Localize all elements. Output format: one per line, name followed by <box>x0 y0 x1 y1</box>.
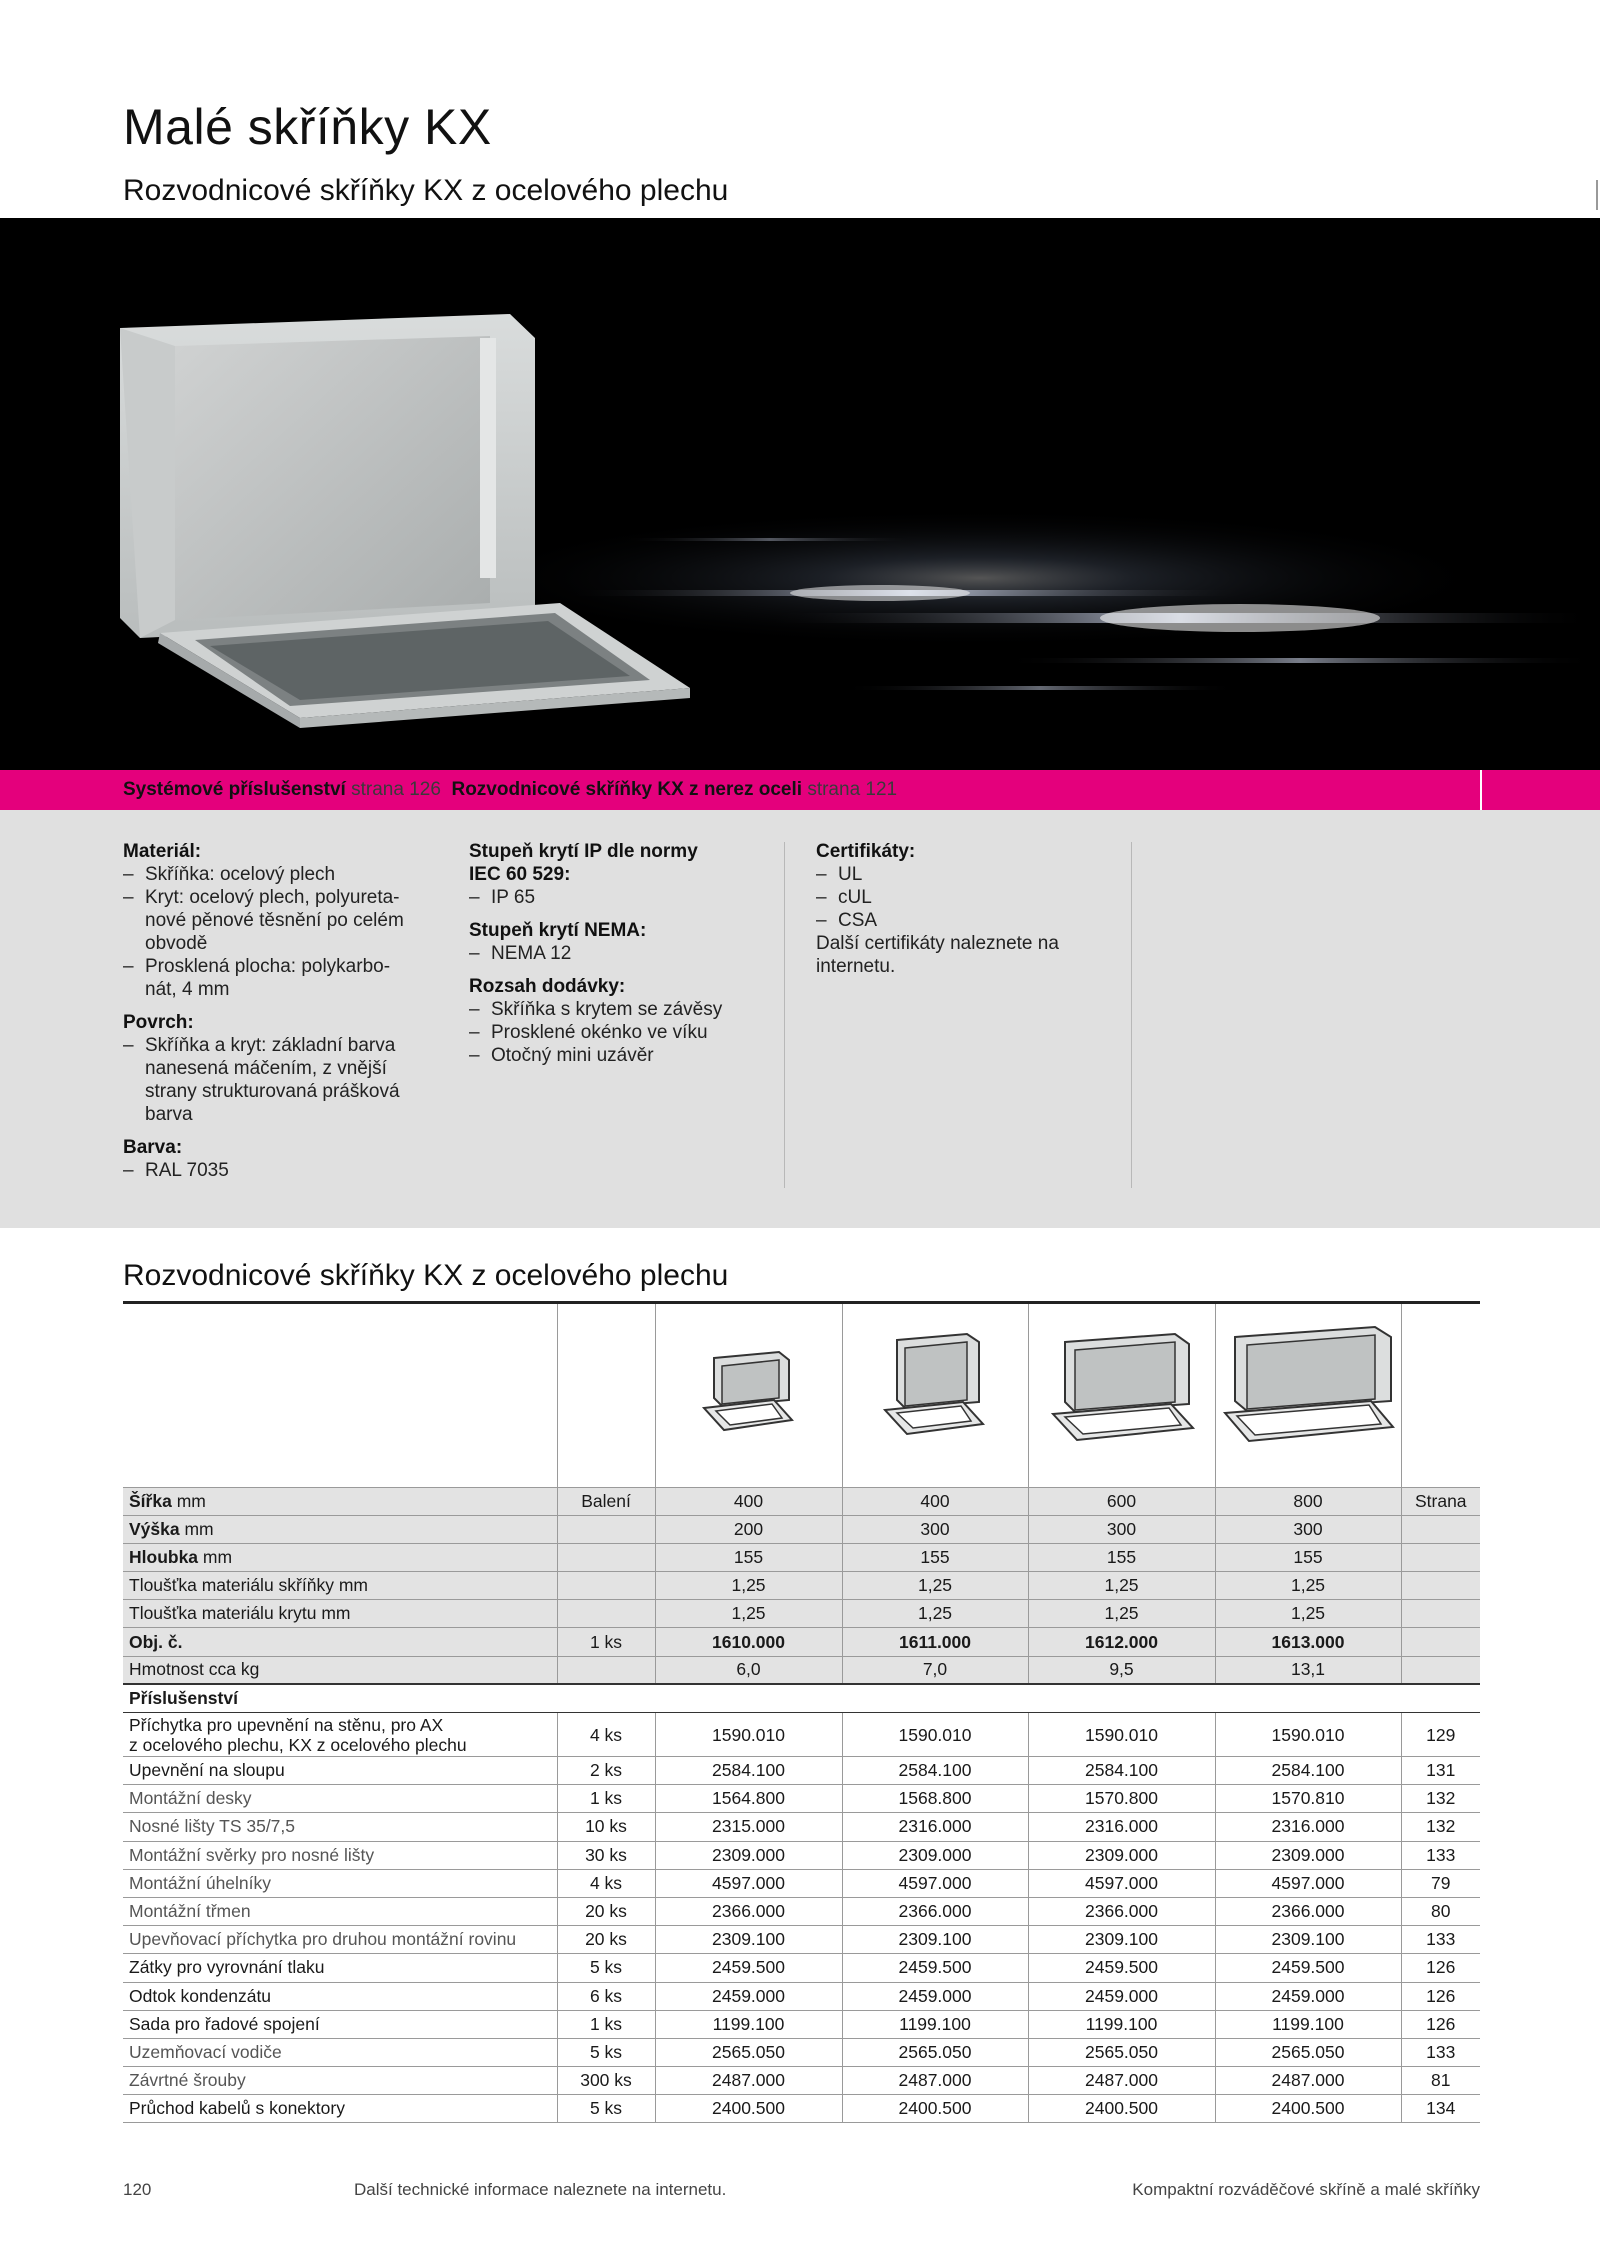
accessory-pack: 5 ks <box>557 2095 655 2123</box>
page-header: Strana <box>1401 1487 1480 1515</box>
height-value: 300 <box>842 1515 1028 1543</box>
material-item-cont: obvodě <box>145 933 208 954</box>
supply-item: – Prosklené okénko ve víku <box>469 1021 769 1044</box>
accessory-order-number: 2459.500 <box>1028 1954 1215 1982</box>
accessory-name <box>123 1954 557 1982</box>
accessory-pack: 30 ks <box>557 1841 655 1869</box>
depth-value: 155 <box>842 1543 1028 1571</box>
accessory-page: 81 <box>1401 2067 1480 2095</box>
accessory-order-number: 2366.000 <box>655 1897 842 1925</box>
accessory-name-line: Upevnění na sloupu <box>129 1760 285 1781</box>
accessory-order-number: 2366.000 <box>1028 1897 1215 1925</box>
accessory-order-number: 2366.000 <box>1215 1897 1401 1925</box>
accessories-rows <box>123 1713 1480 2123</box>
accessory-order-number: 2459.000 <box>1028 1982 1215 2010</box>
footer-note: Další technické informace naleznete na internetu. <box>354 2180 727 2199</box>
ip-heading-norm: IEC 60 529: <box>469 864 571 885</box>
accessory-order-number: 2487.000 <box>1215 2067 1401 2095</box>
width-value: 400 <box>842 1487 1028 1515</box>
accessory-order-number: 2309.000 <box>842 1841 1028 1869</box>
table-row-width <box>123 1487 1480 1515</box>
accessory-order-number: 2459.000 <box>655 1982 842 2010</box>
depth-label: Hloubka <box>129 1546 199 1567</box>
order-pack: 1 ks <box>557 1628 655 1656</box>
width-value: 400 <box>655 1487 842 1515</box>
product-image-1613 <box>1215 1304 1401 1487</box>
body-thickness-value: 1,25 <box>655 1572 842 1600</box>
accessory-row <box>123 1841 1480 1869</box>
accessory-name-line: Sada pro řadové spojení <box>129 2013 320 2034</box>
accessory-order-number: 1564.800 <box>655 1785 842 1813</box>
accessory-row <box>123 1785 1480 1813</box>
spec-panel <box>0 810 1600 1228</box>
hero-product-image <box>0 218 1600 770</box>
accessory-name <box>123 1869 557 1897</box>
accessory-order-number: 2400.500 <box>842 2095 1028 2123</box>
color-value: – RAL 7035 <box>123 1159 443 1182</box>
accessory-order-number: 2309.000 <box>1215 1841 1401 1869</box>
supply-item: – Skříňka s krytem se závěsy <box>469 998 769 1021</box>
accessory-row <box>123 1757 1480 1785</box>
accessory-order-number: 2487.000 <box>655 2067 842 2095</box>
accessory-row <box>123 2067 1480 2095</box>
accessory-name <box>123 2010 557 2038</box>
weight-value: 7,0 <box>842 1656 1028 1684</box>
accessory-row <box>123 1897 1480 1925</box>
height-value: 300 <box>1028 1515 1215 1543</box>
surface-item: – Skříňka a kryt: základní barva <box>123 1034 443 1057</box>
accessory-order-number: 2584.100 <box>842 1757 1028 1785</box>
table-row-depth <box>123 1543 1480 1571</box>
accessory-name <box>123 1926 557 1954</box>
cert-item: – CSA <box>816 909 1116 932</box>
accessory-page: 134 <box>1401 2095 1480 2123</box>
material-item: – Kryt: ocelový plech, polyureta- <box>123 886 443 909</box>
accessory-page: 129 <box>1401 1713 1480 1757</box>
accessory-order-number: 1199.100 <box>655 2010 842 2038</box>
accessory-page: 132 <box>1401 1813 1480 1841</box>
weight-value: 6,0 <box>655 1656 842 1684</box>
accessory-pack: 4 ks <box>557 1713 655 1757</box>
accessory-order-number: 2487.000 <box>842 2067 1028 2095</box>
accessory-order-number: 2565.050 <box>1215 2038 1401 2066</box>
color-heading: Barva: <box>123 1137 183 1158</box>
accessory-order-number: 2366.000 <box>842 1897 1028 1925</box>
supply-item: – Otočný mini uzávěr <box>469 1044 769 1067</box>
body-thickness-value: 1,25 <box>1215 1572 1401 1600</box>
accessory-name <box>123 1982 557 2010</box>
system-accessories-page: strana 126 <box>351 779 441 800</box>
accessory-page: 133 <box>1401 2038 1480 2066</box>
nema-value: – NEMA 12 <box>469 942 769 965</box>
accessory-pack: 10 ks <box>557 1813 655 1841</box>
accessory-order-number: 1570.810 <box>1215 1785 1401 1813</box>
weight-label: Hmotnost cca <box>129 1659 236 1680</box>
product-table <box>123 1301 1480 2123</box>
accessory-name <box>123 1785 557 1813</box>
accessory-name <box>123 2095 557 2123</box>
accessory-page: 126 <box>1401 1954 1480 1982</box>
accessory-name-line: Uzemňovací vodiče <box>129 2041 282 2062</box>
accessory-order-number: 2316.000 <box>1215 1813 1401 1841</box>
accessory-page: 80 <box>1401 1897 1480 1925</box>
ip-heading: Stupeň krytí IP dle normy <box>469 841 698 862</box>
accessory-order-number: 4597.000 <box>655 1869 842 1897</box>
cert-item: – cUL <box>816 886 1116 909</box>
accessory-name-line: Nosné lišty TS 35/7,5 <box>129 1816 296 1837</box>
accessory-name-line: Závrtné šrouby <box>129 2070 246 2091</box>
accessory-order-number: 1199.100 <box>842 2010 1028 2038</box>
accessory-order-number: 2565.050 <box>842 2038 1028 2066</box>
accessory-order-number: 2584.100 <box>655 1757 842 1785</box>
accessory-order-number: 1590.010 <box>842 1713 1028 1757</box>
accessory-page: 133 <box>1401 1926 1480 1954</box>
order-number: 1611.000 <box>898 1631 972 1652</box>
accessory-name-line: Montážní třmen <box>129 1901 251 1922</box>
accessory-row <box>123 1813 1480 1841</box>
unit-label: mm <box>202 1546 233 1567</box>
accessory-name-line: Upevňovací příchytka pro druhou montážní rovinu <box>129 1929 517 1950</box>
accessory-order-number: 1568.800 <box>842 1785 1028 1813</box>
accessory-order-number: 2400.500 <box>655 2095 842 2123</box>
accessory-order-number: 2309.000 <box>1028 1841 1215 1869</box>
ip-value: – IP 65 <box>469 886 769 909</box>
accessory-order-number: 2584.100 <box>1215 1757 1401 1785</box>
accessory-name-line: Montážní úhelníky <box>129 1872 272 1893</box>
system-accessories-link[interactable]: Systémové příslušenství <box>123 779 346 800</box>
accessory-pack: 5 ks <box>557 1954 655 1982</box>
accessory-order-number: 1590.010 <box>1215 1713 1401 1757</box>
depth-value: 155 <box>1215 1543 1401 1571</box>
nema-heading: Stupeň krytí NEMA: <box>469 920 647 941</box>
accessory-name-line: Zátky pro vyrovnání tlaku <box>129 1957 325 1978</box>
accessory-name <box>123 1713 557 1757</box>
product-images-row <box>123 1304 1480 1487</box>
accessory-order-number: 1590.010 <box>1028 1713 1215 1757</box>
accessory-order-number: 2459.500 <box>1215 1954 1401 1982</box>
spec-column-protection <box>469 840 769 1067</box>
product-image-1611 <box>842 1304 1028 1487</box>
cert-heading: Certifikáty: <box>816 841 916 862</box>
material-item-cont: nové pěnové těsnění po celém <box>145 910 404 931</box>
pack-header: Balení <box>557 1487 655 1515</box>
lid-thickness-value: 1,25 <box>1028 1600 1215 1628</box>
accessory-page: 131 <box>1401 1757 1480 1785</box>
table-section-title: Rozvodnicové skříňky KX z ocelového plechu <box>123 1259 729 1292</box>
page-number: 120 <box>123 2180 152 2199</box>
height-label: Výška <box>129 1518 180 1539</box>
accessory-order-number: 2309.100 <box>842 1926 1028 1954</box>
accessory-order-number: 1570.800 <box>1028 1785 1215 1813</box>
lid-thickness-value: 1,25 <box>842 1600 1028 1628</box>
accessory-name <box>123 2067 557 2095</box>
surface-item-cont: nanesená máčením, z vnější <box>145 1058 387 1079</box>
surface-item-cont: barva <box>145 1104 193 1125</box>
accessory-name-line: Příchytka pro upevnění na stěnu, pro AX <box>129 1714 444 1735</box>
supply-heading: Rozsah dodávky: <box>469 976 626 997</box>
accessory-row <box>123 1954 1480 1982</box>
lid-thickness-value: 1,25 <box>655 1600 842 1628</box>
table-row-height <box>123 1515 1480 1543</box>
accessory-name <box>123 1897 557 1925</box>
table-row-order-number <box>123 1628 1480 1656</box>
body-thickness-value: 1,25 <box>842 1572 1028 1600</box>
accessory-order-number: 2459.000 <box>842 1982 1028 2010</box>
accessory-row <box>123 1982 1480 2010</box>
accessory-pack: 2 ks <box>557 1757 655 1785</box>
accessory-pack: 300 ks <box>557 2067 655 2095</box>
depth-value: 155 <box>1028 1543 1215 1571</box>
body-thickness-label: Tloušťka materiálu skříňky mm <box>123 1572 557 1600</box>
material-item: – Skříňka: ocelový plech <box>123 863 443 886</box>
order-number: 1612.000 <box>1085 1631 1158 1652</box>
height-value: 300 <box>1215 1515 1401 1543</box>
accessory-name-line: Průchod kabelů s konektory <box>129 2098 345 2119</box>
accessory-row <box>123 1869 1480 1897</box>
column-divider <box>1131 842 1132 1188</box>
accessory-page: 79 <box>1401 1869 1480 1897</box>
accessory-order-number: 1199.100 <box>1215 2010 1401 2038</box>
accessory-order-number: 2309.100 <box>1028 1926 1215 1954</box>
accessory-order-number: 2565.050 <box>655 2038 842 2066</box>
depth-value: 155 <box>655 1543 842 1571</box>
stainless-enclosures-page: strana 121 <box>807 779 898 800</box>
accessory-name-line: z ocelového plechu, KX z ocelového plechu <box>129 1734 467 1755</box>
accessory-pack: 5 ks <box>557 2038 655 2066</box>
material-heading: Materiál: <box>123 841 202 862</box>
accessory-order-number: 2459.000 <box>1215 1982 1401 2010</box>
accessory-page: 126 <box>1401 1982 1480 2010</box>
accessory-order-number: 2400.500 <box>1215 2095 1401 2123</box>
accessory-name <box>123 2038 557 2066</box>
footer-section: Kompaktní rozváděčové skříně a malé skříňky <box>1132 2180 1480 2199</box>
cert-item: – UL <box>816 863 1116 886</box>
width-label: Šířka <box>129 1490 172 1511</box>
accessory-order-number: 2584.100 <box>1028 1757 1215 1785</box>
accessory-name <box>123 1841 557 1869</box>
table-row-body-thickness <box>123 1572 1480 1600</box>
weight-value: 13,1 <box>1215 1656 1401 1684</box>
accessory-pack: 1 ks <box>557 2010 655 2038</box>
accessory-order-number: 2315.000 <box>655 1813 842 1841</box>
accessory-name-line: Odtok kondenzátu <box>129 1985 272 2006</box>
accessory-row <box>123 2038 1480 2066</box>
body-thickness-value: 1,25 <box>1028 1572 1215 1600</box>
accessory-row <box>123 1926 1480 1954</box>
spec-column-certificates <box>816 840 1116 978</box>
accessory-order-number: 2487.000 <box>1028 2067 1215 2095</box>
accessory-order-number: 1199.100 <box>1028 2010 1215 2038</box>
accessory-order-number: 2309.000 <box>655 1841 842 1869</box>
accessory-row <box>123 2010 1480 2038</box>
accessory-order-number: 2565.050 <box>1028 2038 1215 2066</box>
spec-column-material <box>123 840 443 1182</box>
stainless-enclosures-link[interactable]: Rozvodnicové skříňky KX z nerez oceli <box>451 779 803 800</box>
accessory-pack: 6 ks <box>557 1982 655 2010</box>
accessories-heading: Příslušenství <box>129 1688 238 1709</box>
accessory-name <box>123 1757 557 1785</box>
accessory-order-number: 4597.000 <box>1028 1869 1215 1897</box>
order-number-label: Obj. č. <box>129 1631 183 1652</box>
material-item: – Prosklená plocha: polykarbo- <box>123 955 443 978</box>
lid-thickness-label: Tloušťka materiálu krytu mm <box>123 1600 557 1628</box>
accessory-row <box>123 1713 1480 1757</box>
order-number: 1613.000 <box>1271 1631 1345 1652</box>
accessory-name-line: Montážní svěrky pro nosné lišty <box>129 1844 375 1865</box>
material-item-cont: nát, 4 mm <box>145 979 230 1000</box>
accessory-name <box>123 1813 557 1841</box>
accessory-pack: 4 ks <box>557 1869 655 1897</box>
accessory-order-number: 2316.000 <box>842 1813 1028 1841</box>
weight-value: 9,5 <box>1028 1656 1215 1684</box>
accessory-order-number: 2309.100 <box>655 1926 842 1954</box>
unit-label: mm <box>176 1490 206 1511</box>
surface-item-cont: strany strukturovaná prášková <box>145 1081 400 1102</box>
accessory-pack: 20 ks <box>557 1926 655 1954</box>
accessory-name-line: Montážní desky <box>129 1788 252 1809</box>
page-title: Malé skříňky KX <box>123 99 492 155</box>
width-value: 800 <box>1215 1487 1401 1515</box>
table-row-weight <box>123 1656 1480 1684</box>
accessory-order-number: 2459.500 <box>842 1954 1028 1982</box>
lid-thickness-value: 1,25 <box>1215 1600 1401 1628</box>
cert-note: internetu. <box>816 956 896 977</box>
unit-label: mm <box>184 1518 214 1539</box>
accessory-order-number: 2309.100 <box>1215 1926 1401 1954</box>
accessory-pack: 20 ks <box>557 1897 655 1925</box>
accessory-page: 132 <box>1401 1785 1480 1813</box>
table-row-lid-thickness <box>123 1600 1480 1628</box>
product-image-1610 <box>655 1304 842 1487</box>
accessory-order-number: 1590.010 <box>655 1713 842 1757</box>
edge-mark <box>1596 180 1598 210</box>
width-value: 600 <box>1028 1487 1215 1515</box>
accessory-order-number: 2400.500 <box>1028 2095 1215 2123</box>
accessory-page: 126 <box>1401 2010 1480 2038</box>
column-divider <box>784 842 785 1188</box>
accessory-order-number: 2316.000 <box>1028 1813 1215 1841</box>
accessories-header-row <box>123 1684 1480 1712</box>
accessory-order-number: 4597.000 <box>842 1869 1028 1897</box>
bar-separator <box>1480 770 1482 810</box>
product-image-1612 <box>1028 1304 1215 1487</box>
accessory-pack: 1 ks <box>557 1785 655 1813</box>
surface-heading: Povrch: <box>123 1012 194 1033</box>
page-subtitle: Rozvodnicové skříňky KX z ocelového plechu <box>123 174 729 207</box>
related-links-bar <box>0 770 1600 810</box>
cert-note: Další certifikáty naleznete na <box>816 933 1059 954</box>
accessory-row <box>123 2095 1480 2123</box>
accessory-order-number: 4597.000 <box>1215 1869 1401 1897</box>
accessory-order-number: 2459.500 <box>655 1954 842 1982</box>
accessory-page: 133 <box>1401 1841 1480 1869</box>
unit-label: kg <box>240 1659 260 1680</box>
height-value: 200 <box>655 1515 842 1543</box>
order-number: 1610.000 <box>712 1631 785 1652</box>
